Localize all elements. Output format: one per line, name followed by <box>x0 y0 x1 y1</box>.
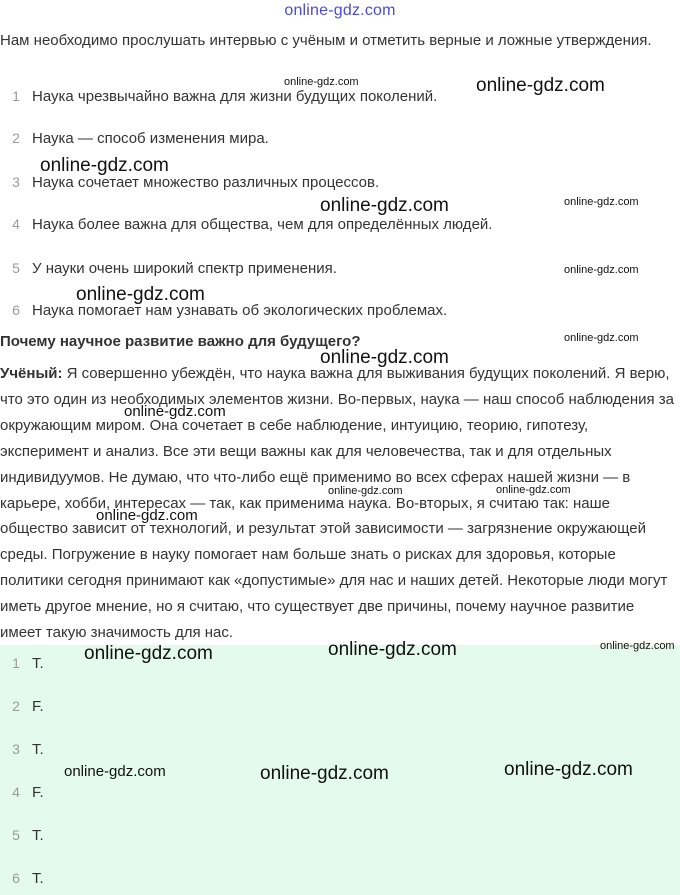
statement-text: Наука сочетает множество различных процессов. <box>32 174 380 191</box>
watermark: online-gdz.com <box>328 639 457 660</box>
statement-2 <box>0 126 269 150</box>
statement-number: 3 <box>12 174 20 190</box>
watermark: online-gdz.com <box>504 759 633 780</box>
watermark: online-gdz.com <box>260 763 389 784</box>
answer-3 <box>0 737 44 761</box>
watermark: online-gdz.com <box>124 403 226 420</box>
statement-number: 2 <box>12 130 20 146</box>
answer-number: 1 <box>12 655 20 671</box>
speaker-label: Учёный: <box>0 365 63 382</box>
answer-value: T. <box>32 827 44 844</box>
statement-text: Наука — способ изменения мира. <box>32 130 269 147</box>
answer-number: 6 <box>12 870 20 886</box>
watermark: online-gdz.com <box>40 155 169 176</box>
speech-text: Я совершенно убеждён, что наука важна для выживания будущих поколений. Я верю, что это один из необходимых элементов жизни. Во-первых, наука — наш способ наблюдения за окружающим миром. Она сочетает в себе наблюдение, интуицию, теорию, гипотезу, эксперимент и анализ. Все эти вещи важны как для человечества, так и для отдельных индивидуумов. Не думаю, что что-либо ещё применимо во всех сферах нашей жизни — в карьере, хобби, интересах — так, как применима наука. Во-вторых, я считаю так: наше общество зависит от технологий, и результат этой зависимости — загрязнение окружающей среды. Погружение в науку помогает нам больше знать о рисках для здоровья, которые политики сегодня принимают как «допустимые» для нас и наших детей. Некоторые люди могут иметь другое мнение, но я считаю, что существует две причины, почему научное развитие имеет такую значимость для нас. <box>0 365 675 642</box>
watermark: online-gdz.com <box>328 485 403 497</box>
watermark: online-gdz.com <box>564 196 639 208</box>
statement-text: Наука помогает нам узнавать об экологических проблемах. <box>32 302 448 319</box>
answer-2 <box>0 694 44 718</box>
statement-6 <box>0 298 447 322</box>
answer-6 <box>0 866 44 890</box>
answer-number: 2 <box>12 698 20 714</box>
answer-5 <box>0 823 44 847</box>
statement-number: 4 <box>12 216 20 232</box>
watermark: online-gdz.com <box>64 763 166 780</box>
statement-1 <box>0 84 437 108</box>
watermark: online-gdz.com <box>564 332 639 344</box>
answer-value: T. <box>32 655 44 672</box>
statement-5 <box>0 256 337 280</box>
answer-number: 5 <box>12 827 20 843</box>
answer-number: 3 <box>12 741 20 757</box>
answer-value: F. <box>32 784 44 801</box>
answer-value: T. <box>32 741 44 758</box>
watermark: online-gdz.com <box>96 507 198 524</box>
statement-number: 1 <box>12 88 20 104</box>
question-heading: Почему научное развитие важно для будущего? <box>0 333 361 350</box>
answer-value: T. <box>32 870 44 887</box>
statement-number: 6 <box>12 302 20 318</box>
watermark: online-gdz.com <box>76 284 205 305</box>
watermark: online-gdz.com <box>320 347 449 368</box>
statement-number: 5 <box>12 260 20 276</box>
task-intro: Нам необходимо прослушать интервью с учёным и отметить верные и ложные утверждения. <box>0 32 652 49</box>
watermark: online-gdz.com <box>600 640 675 652</box>
watermark: online-gdz.com <box>564 264 639 276</box>
site-watermark-header: online-gdz.com <box>284 2 396 19</box>
answer-number: 4 <box>12 784 20 800</box>
answer-value: F. <box>32 698 44 715</box>
statement-text: Наука чрезвычайно важна для жизни будущих поколений. <box>32 88 438 105</box>
statement-text: У науки очень широкий спектр применения. <box>32 260 337 277</box>
watermark: online-gdz.com <box>84 643 213 664</box>
watermark: online-gdz.com <box>284 76 359 88</box>
answer-4 <box>0 780 44 804</box>
answer-1 <box>0 651 44 675</box>
interview-text <box>0 361 676 646</box>
statement-text: Наука более важна для общества, чем для определённых людей. <box>32 216 493 233</box>
watermark: online-gdz.com <box>476 75 605 96</box>
watermark: online-gdz.com <box>320 195 449 216</box>
watermark: online-gdz.com <box>496 484 571 496</box>
